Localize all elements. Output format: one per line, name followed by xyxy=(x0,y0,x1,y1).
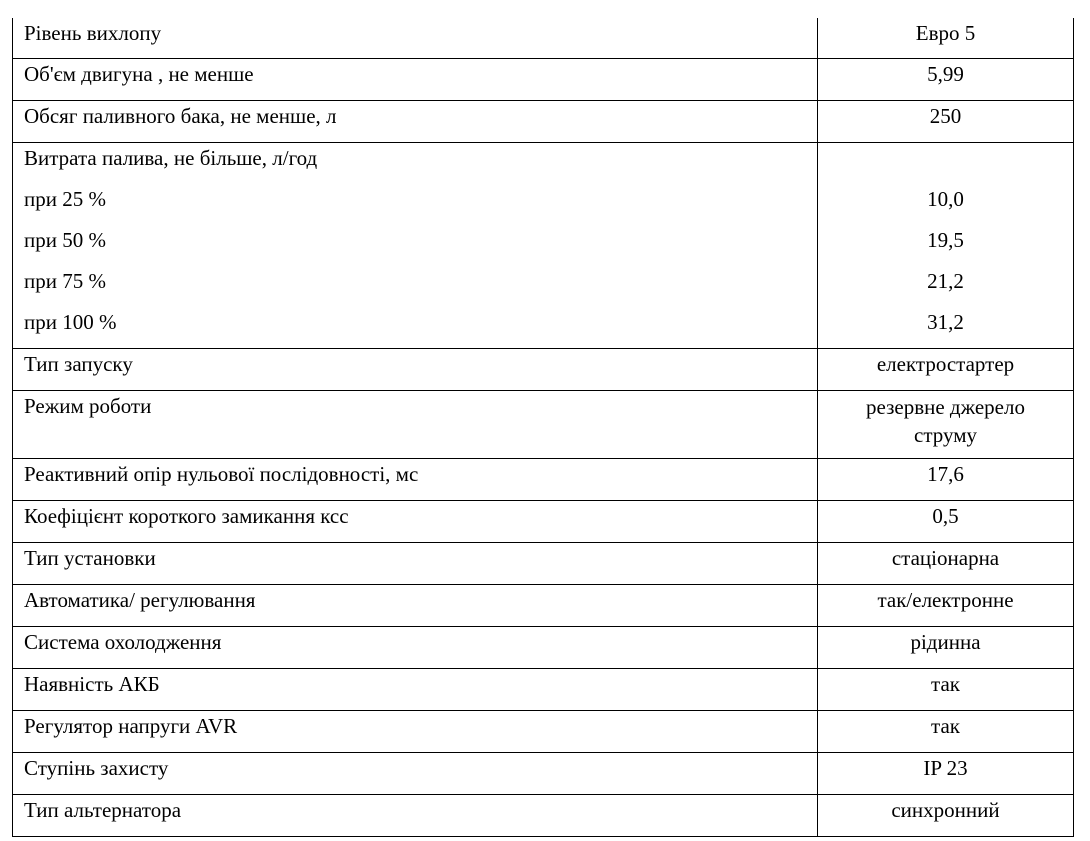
param-cell xyxy=(13,349,818,391)
table-row xyxy=(13,669,1074,711)
param-value: Евро 5 xyxy=(915,21,976,45)
param-label: Автоматика/ регулювання xyxy=(24,588,256,612)
param-cell xyxy=(13,795,818,837)
table-row xyxy=(13,753,1074,795)
table-row-fuel-consumption xyxy=(13,143,1074,349)
param-value: IP 23 xyxy=(923,756,968,780)
param-label: Реактивний опір нульової послідовності, мс xyxy=(24,462,419,486)
param-cell xyxy=(13,391,818,459)
value-cell xyxy=(818,795,1074,837)
table-row xyxy=(13,711,1074,753)
param-cell xyxy=(13,18,818,59)
value-cell xyxy=(818,711,1074,753)
param-cell xyxy=(13,585,818,627)
param-label: Об'єм двигуна , не менше xyxy=(24,62,254,86)
param-value: стаціонарна xyxy=(891,546,1000,570)
param-cell xyxy=(13,101,818,143)
sub-param-label: при 75 % xyxy=(24,269,106,293)
table-row xyxy=(13,501,1074,543)
table-row xyxy=(13,349,1074,391)
value-cell xyxy=(818,459,1074,501)
param-value: електростартер xyxy=(876,352,1015,376)
param-value: 5,99 xyxy=(927,62,964,86)
value-cell xyxy=(818,669,1074,711)
param-label: Витрата палива, не більше, л/год xyxy=(24,146,318,170)
sub-param-value: 21,2 xyxy=(927,269,964,293)
param-label: Регулятор напруги AVR xyxy=(24,714,238,738)
param-label: Обсяг паливного бака, не менше, л xyxy=(24,104,337,128)
table-row xyxy=(13,459,1074,501)
param-cell xyxy=(13,543,818,585)
param-value: так/електронне xyxy=(877,588,1014,612)
value-cell xyxy=(818,753,1074,795)
param-label: Ступінь захисту xyxy=(24,756,169,780)
value-cell xyxy=(818,627,1074,669)
param-value: рідинна xyxy=(910,630,981,654)
value-cell xyxy=(818,18,1074,59)
param-cell xyxy=(13,59,818,101)
param-cell xyxy=(13,711,818,753)
param-cell xyxy=(13,459,818,501)
param-value-line: струму xyxy=(914,423,977,447)
param-label: Режим роботи xyxy=(24,394,152,418)
table-row xyxy=(13,585,1074,627)
value-cell xyxy=(818,349,1074,391)
param-cell xyxy=(13,627,818,669)
value-cell xyxy=(818,543,1074,585)
param-cell xyxy=(13,669,818,711)
table-row xyxy=(13,101,1074,143)
param-value: 250 xyxy=(929,104,962,128)
param-cell xyxy=(13,753,818,795)
table-row xyxy=(13,795,1074,837)
param-value: 0,5 xyxy=(932,504,959,528)
param-value: так xyxy=(931,714,960,738)
param-cell xyxy=(13,143,818,349)
sub-param-label: при 100 % xyxy=(24,310,117,334)
param-value: синхронний xyxy=(891,798,1000,822)
table-row xyxy=(13,59,1074,101)
param-value-line: резервне джерело xyxy=(866,395,1025,419)
table-row xyxy=(13,391,1074,459)
param-label: Рівень вихлопу xyxy=(24,21,162,45)
param-label: Система охолодження xyxy=(24,630,222,654)
param-label: Тип альтернатора xyxy=(24,798,182,822)
param-value: 17,6 xyxy=(927,462,964,486)
table-row xyxy=(13,627,1074,669)
specifications-table xyxy=(12,18,1074,837)
sub-param-value: 31,2 xyxy=(927,310,964,334)
value-cell xyxy=(818,501,1074,543)
sub-param-value: 19,5 xyxy=(927,228,964,252)
sub-param-label: при 50 % xyxy=(24,228,106,252)
value-cell xyxy=(818,391,1074,459)
sub-param-value: 10,0 xyxy=(927,187,964,211)
param-label: Тип установки xyxy=(24,546,156,570)
param-cell xyxy=(13,501,818,543)
value-cell xyxy=(818,101,1074,143)
table-row xyxy=(13,543,1074,585)
table-row xyxy=(13,18,1074,59)
value-cell xyxy=(818,143,1074,349)
sub-param-label: при 25 % xyxy=(24,187,106,211)
param-label: Тип запуску xyxy=(24,352,133,376)
param-label: Коефіцієнт короткого замикання ксс xyxy=(24,504,349,528)
param-value xyxy=(818,143,1073,184)
value-cell xyxy=(818,59,1074,101)
param-label: Наявність АКБ xyxy=(24,672,160,696)
param-value: так xyxy=(931,672,960,696)
value-cell xyxy=(818,585,1074,627)
